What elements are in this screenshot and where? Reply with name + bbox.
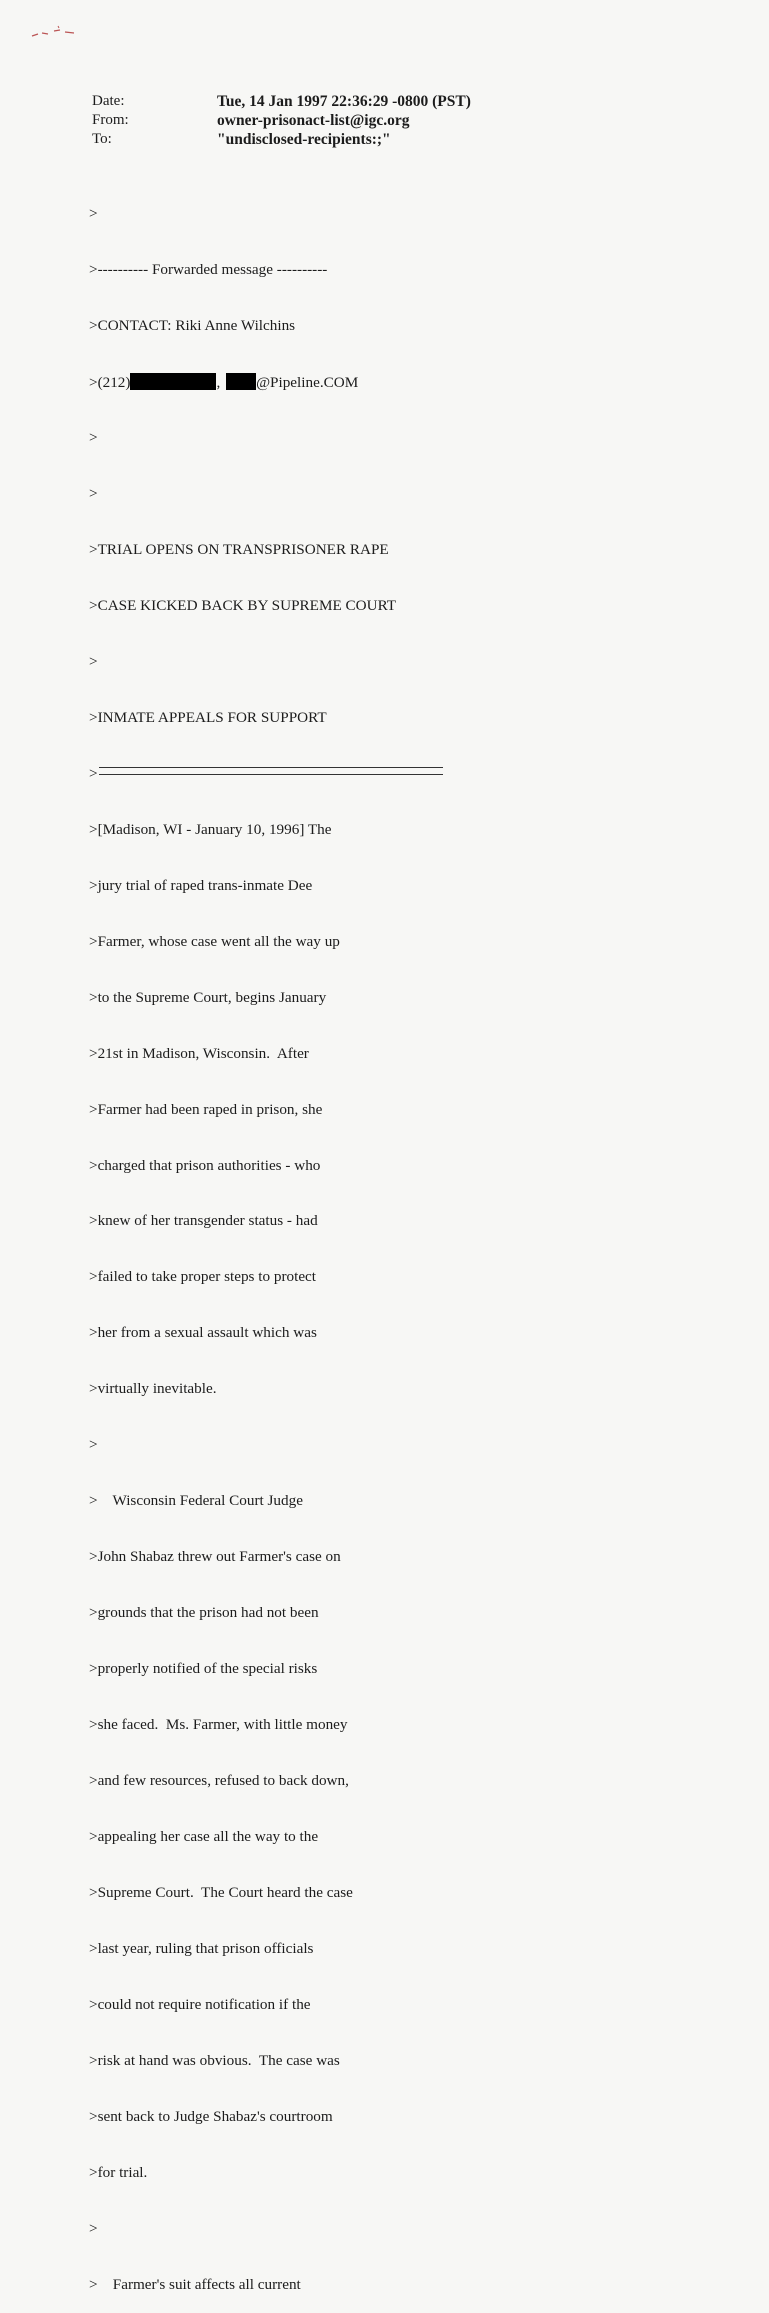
headline-line-1: >TRIAL OPENS ON TRANSPRISONER RAPE — [89, 541, 389, 559]
body-line: >properly notified of the special risks — [89, 1660, 318, 1678]
date-row — [92, 92, 471, 111]
body-line: >knew of her transgender status - had — [89, 1212, 318, 1230]
to-value: "undisclosed-recipients:;" — [217, 131, 391, 148]
body-line: >risk at hand was obvious. The case was — [89, 2051, 340, 2069]
forwarded-separator: >---------- Forwarded message ---------- — [89, 261, 328, 279]
body-line: >for trial. — [89, 2163, 148, 2181]
body-line: > — [89, 2219, 98, 2237]
contact-details-line — [89, 373, 443, 392]
body-line: >Supreme Court. The Court heard the case — [89, 1883, 353, 1901]
double-rule-line — [89, 765, 443, 784]
body-line: >last year, ruling that prison officials — [89, 1939, 314, 1957]
body-line: > Farmer's suit affects all current — [89, 2275, 301, 2293]
to-row — [92, 130, 471, 149]
body-line: >John Shabaz threw out Farmer's case on — [89, 1548, 341, 1566]
from-value: owner-prisonact-list@igc.org — [217, 112, 410, 129]
body-line: >to the Supreme Court, begins January — [89, 988, 327, 1006]
body-line: >she faced. Ms. Farmer, with little money — [89, 1716, 348, 1734]
subheadline: >INMATE APPEALS FOR SUPPORT — [89, 708, 327, 726]
double-rule — [99, 767, 443, 775]
body-line: >and few resources, refused to back down, — [89, 1772, 349, 1789]
body-line: > — [89, 485, 98, 503]
body-line: > — [89, 205, 98, 223]
body-line: > — [89, 1436, 98, 1454]
redaction-box — [130, 373, 216, 390]
from-row — [92, 111, 471, 130]
body-line: >failed to take proper steps to protect — [89, 1268, 317, 1286]
body-line: >charged that prison authorities - who — [89, 1156, 321, 1174]
rule-prefix: > — [89, 764, 98, 782]
body-line: >virtually inevitable. — [89, 1380, 217, 1398]
body-line: >could not require notification if the — [89, 1995, 311, 2013]
phone-prefix: >(212) — [89, 374, 131, 392]
body-line: >her from a sexual assault which was — [89, 1324, 317, 1342]
body-line: >appealing her case all the way to the — [89, 1827, 319, 1845]
body-line: >Farmer had been raped in prison, she — [89, 1100, 323, 1118]
body-line: > Wisconsin Federal Court Judge — [89, 1492, 303, 1510]
body-line: >jury trial of raped trans-inmate Dee — [89, 876, 313, 894]
message-body — [89, 168, 443, 2313]
to-label: To: — [92, 131, 112, 147]
body-line: >21st in Madison, Wisconsin. After — [89, 1044, 309, 1062]
date-value: Tue, 14 Jan 1997 22:36:29 -0800 (PST) — [217, 93, 471, 110]
redaction-box — [226, 373, 256, 390]
date-label: Date: — [92, 93, 125, 109]
from-label: From: — [92, 112, 129, 128]
body-line: >grounds that the prison had not been — [89, 1604, 319, 1622]
body-line: > — [89, 429, 98, 447]
email-domain: @Pipeline.COM — [256, 374, 359, 392]
body-line: > — [89, 652, 98, 670]
body-line: >Farmer, whose case went all the way up — [89, 932, 340, 950]
body-line: >sent back to Judge Shabaz's courtroom — [89, 2107, 333, 2125]
body-line: >[Madison, WI - January 10, 1996] The — [89, 820, 332, 838]
headline-line-2: >CASE KICKED BACK BY SUPREME COURT — [89, 596, 397, 614]
contact-line: >CONTACT: Riki Anne Wilchins — [89, 317, 296, 335]
pen-mark — [30, 24, 80, 40]
comma-separator: , — [216, 374, 225, 392]
email-header — [92, 92, 471, 149]
